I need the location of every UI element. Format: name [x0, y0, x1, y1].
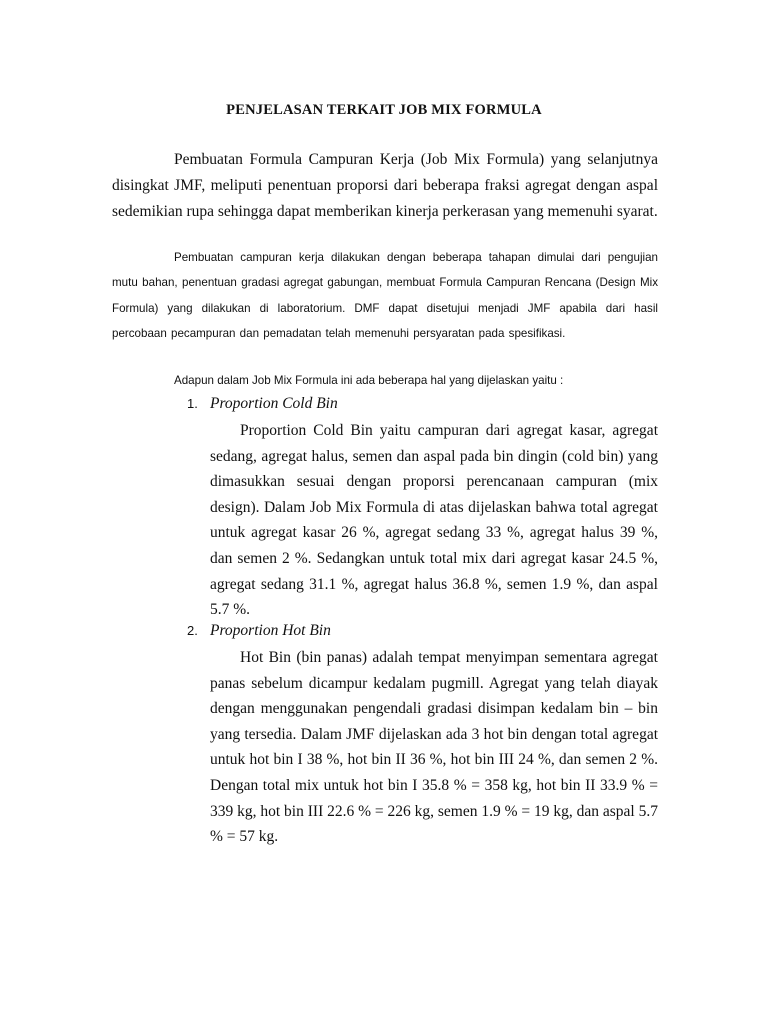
intro-paragraph: Pembuatan Formula Campuran Kerja (Job Mix Formula) yang selanjutnya disingkat JMF, meliputi penentuan proporsi dari beberapa fraksi agregat dengan aspal sedemikian rupa sehingga dapat memberikan kinerja perkerasan yang memenuhi syarat. — [112, 151, 658, 221]
list-item-body: Hot Bin (bin panas) adalah tempat menyimpan sementara agregat panas sebelum dicampur kedalam pugmill. Agregat yang telah diayak dengan menggunakan pengendali gradasi disimpan kedalam bin – bin yang tersedia. Dalam JMF dijelaskan ada 3 hot bin dengan total agregat untuk hot bin I 38 %, hot bin II 36 %, hot bin III 24 %, dan semen 2 %. Dengan total mix untuk hot bin I 35.8 % = 358 kg, hot bin II 33.9 % = 339 kg, hot bin III 22.6 % = 226 kg, semen 1.9 % = 19 kg, dan aspal 5.7 % = 57 kg. — [210, 649, 658, 846]
list-item-body: Proportion Cold Bin yaitu campuran dari agregat kasar, agregat sedang, agregat halus, semen dan aspal pada bin dingin (cold bin) yang dimasukkan sesuai dengan proporsi perencanaan campuran (mix design). Dalam Job Mix Formula di atas dijelaskan bahwa total agregat untuk agregat kasar 26 %, agregat sedang 33 %, agregat halus 39 %, dan semen 2 %. Sedangkan untuk total mix dari agregat kasar 24.5 %, agregat sedang 31.1 %, agregat halus 36.8 %, semen 1.9 %, dan aspal 5.7 %. — [210, 422, 658, 619]
process-paragraph: Pembuatan campuran kerja dilakukan dengan beberapa tahapan dimulai dari pengujian mutu bahan, penentuan gradasi agregat gabungan, membuat Formula Campuran Rencana (Design Mix Formula) yang dilakukan di laboratorium. DMF dapat disetujui menjadi JMF apabila dari hasil percobaan pecampuran dan pemadatan telah memenuhi persyaratan pada spesifikasi. — [112, 251, 658, 341]
page-title: PENJELASAN TERKAIT JOB MIX FORMULA — [226, 102, 542, 118]
list-intro-paragraph: Adapun dalam Job Mix Formula ini ada beberapa hal yang dijelaskan yaitu : — [174, 374, 564, 387]
list-item-number: 1. — [187, 396, 198, 411]
list-item-title: Proportion Hot Bin — [210, 622, 331, 639]
list-item-number: 2. — [187, 623, 198, 638]
list-item-heading — [187, 395, 338, 413]
list-item-heading — [187, 622, 331, 640]
list-item-title: Proportion Cold Bin — [210, 395, 338, 412]
